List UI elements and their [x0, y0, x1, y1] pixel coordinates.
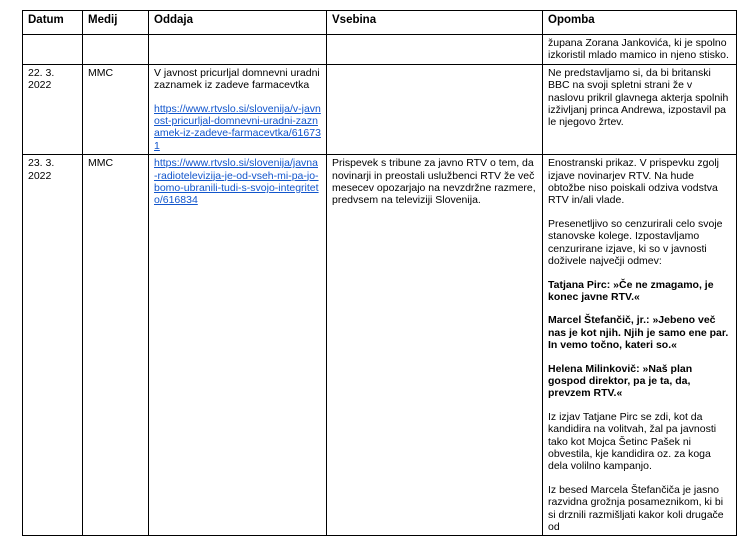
header-datum: Datum: [23, 11, 83, 35]
cell-opomba: Ne predstavljamo si, da bi britanski BBC na svoji spletni strani že v naslovu prikril glavnega akterja spolnih izživljanj princa Andrewa, izpostavil pa le njegovo žrtev.: [543, 64, 737, 154]
header-row: [23, 11, 737, 35]
media-monitoring-table: [22, 10, 737, 536]
opomba-paragraph: Presenetljivo so cenzurirali celo svoje stanovske kolege. Izpostavljamo cenzurirane izjave, ki so v javnosti doživele največji odmev:: [548, 217, 723, 268]
cell-opomba: [543, 155, 737, 536]
article-link[interactable]: https://www.rtvslo.si/slovenija/javna-radiotelevizija-je-od-vseh-mi-pa-jo-bomo-ubranili-tudi-s-svojo-integriteto/616834: [154, 157, 319, 207]
opomba-paragraph: Iz izjav Tatjane Pirc se zdi, kot da kandidira na volitvah, žal pa javnosti tako kot Mojca Šetinc Pašek ni obvestila, kje kandidira oz. za koga dela volilno kampanjo.: [548, 410, 717, 473]
table-row-continued: [23, 35, 737, 65]
header-vsebina: Vsebina: [327, 11, 543, 35]
opomba-paragraph: Enostranski prikaz. V prispevku zgolj izjave novinarjev RTV. Na hude obtožbe niso poiskali odziva vodstva RTV in/ali vlade.: [548, 157, 719, 207]
article-link[interactable]: https://www.rtvslo.si/slovenija/v-javnost-pricurljal-domnevni-uradni-zaznamek-iz-zadeve-farmacevtka/616731: [154, 102, 321, 152]
cell-vsebina: [327, 64, 543, 154]
header-oddaja: Oddaja: [149, 11, 327, 35]
opomba-paragraph: Iz besed Marcela Štefančiča je jasno razvidna grožnja posameznikom, ki bi si drznili razmišljati kakor koli drugače od: [548, 483, 724, 533]
cell-datum: 22. 3. 2022: [23, 64, 83, 154]
table-row: [23, 155, 737, 536]
header-opomba: Opomba: [543, 11, 737, 35]
quote-milinkovic: Helena Milinkovič: »Naš plan gospod direktor, pa je ta, da, prevzem RTV.«: [548, 362, 693, 400]
cell-oddaja: [149, 155, 327, 536]
cell-opomba: župana Zorana Jankovića, ki je spolno izkoristil mlado mamico in njeno stisko.: [543, 35, 737, 65]
oddaja-title: V javnost pricurljal domnevni uradni zaznamek iz zadeve farmacevtka: [154, 66, 320, 92]
cell-vsebina: [327, 35, 543, 65]
cell-datum: 23. 3. 2022: [23, 155, 83, 536]
quote-pirc: Tatjana Pirc: »Če ne zmagamo, je konec javne RTV.«: [548, 278, 714, 303]
cell-oddaja: [149, 64, 327, 154]
table-row: [23, 64, 737, 154]
cell-medij: [83, 35, 149, 65]
cell-oddaja: [149, 35, 327, 65]
cell-datum: [23, 35, 83, 65]
header-medij: Medij: [83, 11, 149, 35]
cell-medij: MMC: [83, 64, 149, 154]
cell-vsebina: Prispevek s tribune za javno RTV o tem, da novinarji in preostali uslužbenci RTV že več mesecev opozarjajo na nevzdržne razmere, predvsem na televiziji Slovenija.: [327, 155, 543, 536]
quote-stefancic: Marcel Štefančič, jr.: »Jebeno več nas je kot njih. Njih je samo ene par. In vemo točno, kateri so.«: [548, 314, 729, 352]
cell-medij: MMC: [83, 155, 149, 536]
